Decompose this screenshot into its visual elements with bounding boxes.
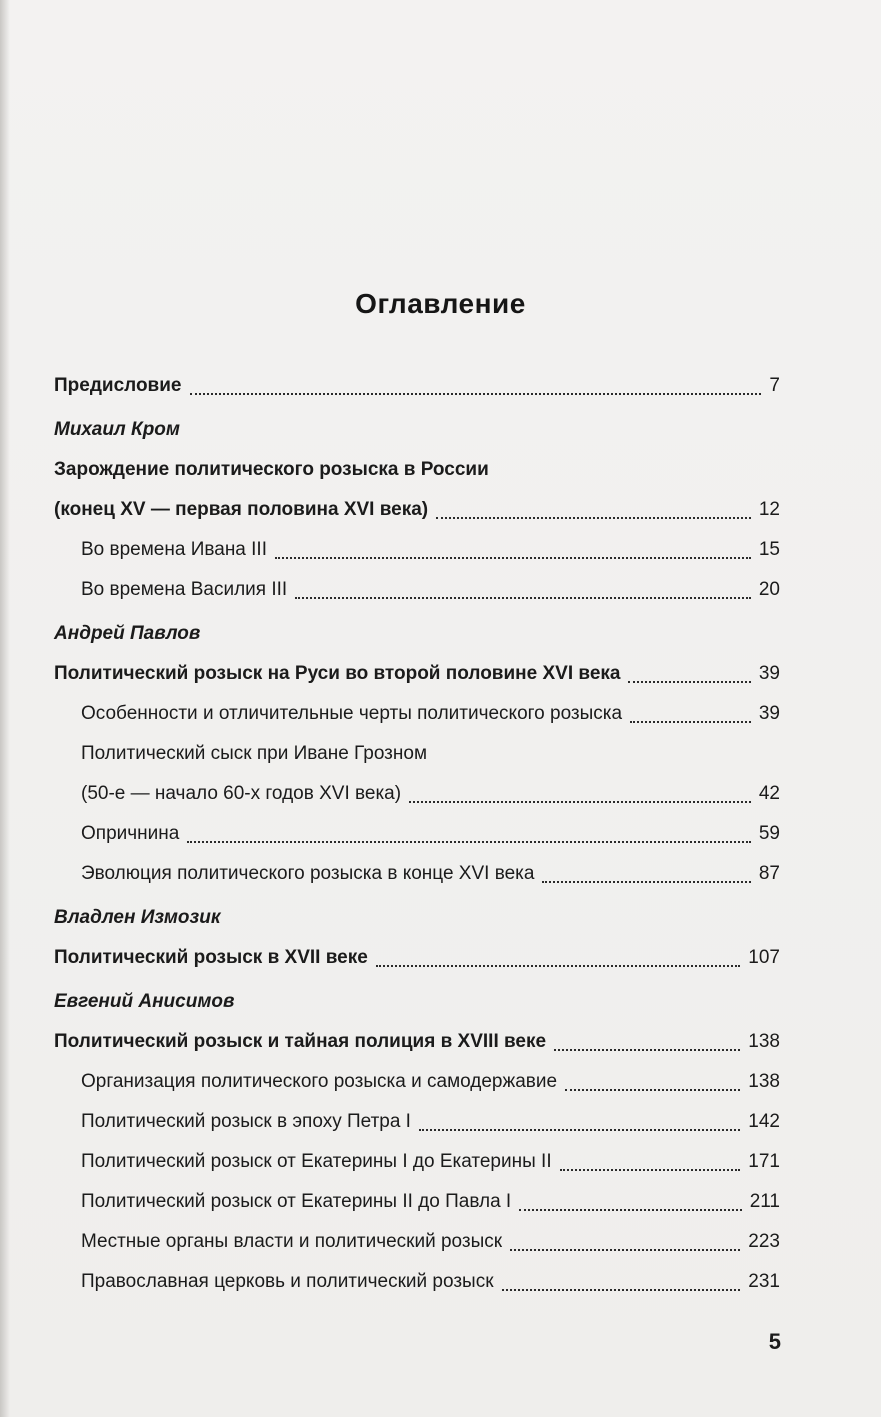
toc-subentry[interactable]: Организация политического розыска и самодержавие 138 bbox=[81, 1071, 780, 1092]
leader-dots bbox=[560, 1168, 741, 1171]
leader-dots bbox=[519, 1208, 742, 1211]
author-anisimov: Евгений Анисимов bbox=[54, 991, 235, 1012]
toc-entry-krom[interactable]: (конец XV — первая половина XVI века) 12 bbox=[54, 499, 780, 520]
leader-dots bbox=[376, 964, 741, 967]
leader-dots bbox=[554, 1048, 740, 1051]
toc-subentry[interactable]: Во времена Василия III 20 bbox=[81, 579, 780, 600]
toc-entry-anisimov[interactable]: Политический розыск и тайная полиция в XVIII веке 138 bbox=[54, 1031, 780, 1052]
chapter-title-krom-line1[interactable]: Зарождение политического розыска в России bbox=[54, 459, 489, 480]
leader-dots bbox=[630, 720, 751, 723]
leader-dots bbox=[190, 392, 762, 395]
toc-subentry[interactable]: Во времена Ивана III 15 bbox=[81, 539, 780, 560]
leader-dots bbox=[565, 1088, 740, 1091]
toc-subentry[interactable]: Местные органы власти и политический розыск 223 bbox=[81, 1231, 780, 1252]
leader-dots bbox=[502, 1288, 741, 1291]
toc-entry-izmozik[interactable]: Политический розыск в XVII веке 107 bbox=[54, 947, 780, 968]
page-number: 5 bbox=[768, 1329, 781, 1354]
toc-subentry[interactable]: (50-е — начало 60-х годов XVI века) 42 bbox=[81, 783, 780, 804]
toc-subentry[interactable]: Опричнина 59 bbox=[81, 823, 780, 844]
toc-subentry[interactable]: Православная церковь и политический розыск 231 bbox=[81, 1271, 780, 1292]
author-krom: Михаил Кром bbox=[54, 419, 180, 440]
toc-entry-preface[interactable]: Предисловие 7 bbox=[54, 375, 780, 396]
toc-subentry-line1[interactable]: Политический сыск при Иване Грозном bbox=[81, 743, 428, 764]
leader-dots bbox=[419, 1128, 740, 1131]
leader-dots bbox=[436, 516, 751, 519]
toc-subentry[interactable]: Особенности и отличительные черты политического розыска 39 bbox=[81, 703, 780, 724]
toc-entry-pavlov[interactable]: Политический розыск на Руси во второй половине XVI века 39 bbox=[54, 663, 780, 684]
leader-dots bbox=[187, 840, 751, 843]
spine-shadow bbox=[0, 0, 10, 1417]
table-of-contents bbox=[54, 366, 780, 1302]
author-izmozik: Владлен Измозик bbox=[54, 907, 221, 928]
leader-dots bbox=[295, 596, 751, 599]
toc-subentry[interactable]: Политический розыск от Екатерины I до Екатерины II 171 bbox=[81, 1151, 780, 1172]
author-pavlov: Андрей Павлов bbox=[54, 623, 201, 644]
leader-dots bbox=[275, 556, 751, 559]
toc-subentry[interactable]: Политический розыск в эпоху Петра I 142 bbox=[81, 1111, 780, 1132]
toc-subentry[interactable]: Политический розыск от Екатерины II до Павла I 211 bbox=[81, 1191, 780, 1212]
toc-subentry[interactable]: Эволюция политического розыска в конце XVI века 87 bbox=[81, 863, 780, 884]
leader-dots bbox=[409, 800, 751, 803]
leader-dots bbox=[628, 680, 750, 683]
page-title: Оглавление bbox=[355, 288, 526, 319]
leader-dots bbox=[510, 1248, 740, 1251]
leader-dots bbox=[542, 880, 750, 883]
